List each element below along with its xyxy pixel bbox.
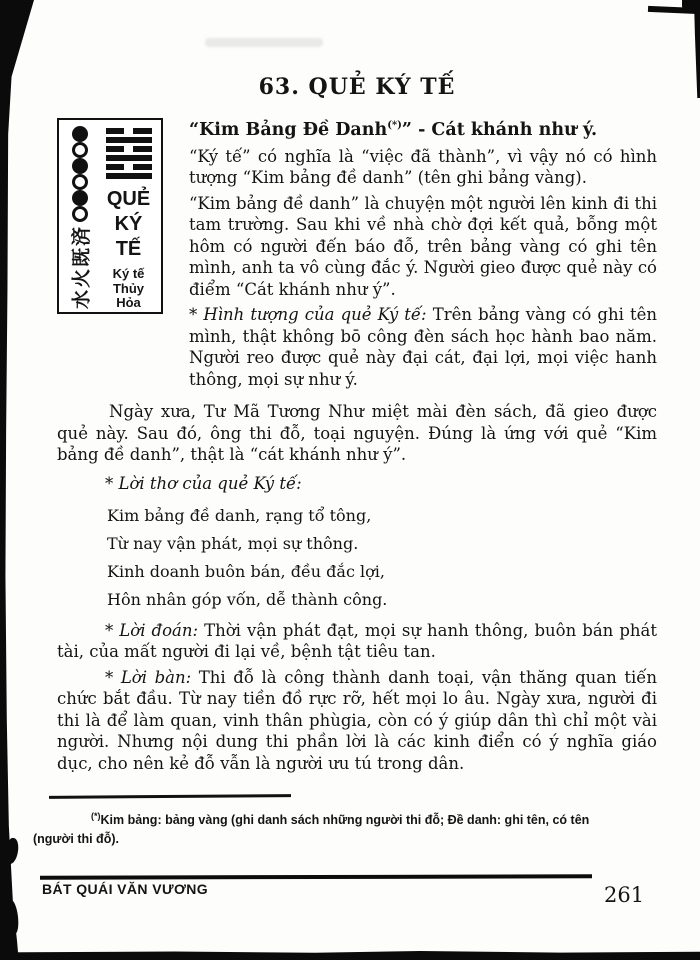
page-content [57, 74, 657, 778]
hexagram-line-segment [106, 173, 152, 179]
poem-line: Kinh doanh buôn bán, đều đắc lợi, [107, 561, 385, 581]
hexagram-line-solid [106, 173, 152, 179]
intro-text-column [189, 115, 657, 394]
paragraph [189, 304, 657, 390]
bleed-through-smudge [205, 38, 323, 47]
section-heading [189, 115, 657, 141]
hexagram-card [57, 118, 163, 314]
hexagram-line-segment [133, 128, 152, 134]
paragraph-lead-italic: * Lời đoán: [105, 620, 199, 640]
paragraph: “Kim bảng đề danh” là chuyện một người lên kinh đi thi tam trường. Sau khi về nhà chờ đợi kết quả, bỗng một hôm có người đến báo đỗ, trên bảng vàng có ghi tên mình, anh ta vô cùng đắc ý. Người gieo được quẻ này có điểm “Cát khánh như ý”. [189, 193, 657, 299]
book-title-running-footer: BÁT QUÁI VĂN VƯƠNG [42, 881, 209, 897]
main-text [57, 401, 657, 774]
yao-circle-empty [72, 206, 88, 222]
heading-text: “Kim Bảng Đề Danh [189, 119, 388, 140]
right-edge-scan-artifact [694, 0, 700, 98]
poem-line: Hôn nhân góp vốn, dễ thành công. [107, 589, 388, 609]
chinese-label-wrap [65, 222, 95, 308]
hexagram-line-segment [106, 155, 152, 161]
left-edge-scan-artifact [0, 0, 34, 960]
paragraph: Ngày xưa, Tư Mã Tương Như miệt mài đèn sách, đã gieo được quẻ này. Sau đó, ông thi đỗ, toại nguyện. Đúng là ứng với quẻ “Kim bảng đề danh”, thật là “cát khánh như ý”. [57, 402, 657, 465]
hexagram-name-line: TẾ [115, 238, 142, 260]
hexagram-line-segment [133, 164, 152, 170]
yao-circle-empty [72, 174, 88, 190]
hexagram-name-line: QUẺ [106, 188, 151, 210]
poem [57, 502, 657, 614]
paragraph-text: Trên bảng vàng có ghi tên mình, thật không bō công đèn sách học hành bao năm. Người reo được quẻ này đại cát, đại lợi, mọi việc hanh thông, mọi sự như ý. [189, 305, 657, 389]
footnote-marker: (*) [91, 811, 101, 821]
hexagram-line-solid [106, 137, 152, 143]
heading-text: ” - Cát khánh như ý. [401, 119, 598, 140]
poem-line: Kim bảng đề danh, rạng tổ tông, [107, 505, 372, 525]
hexagram-alias-line: Thủy [112, 280, 145, 296]
hexagram-line-broken [106, 146, 152, 152]
paragraph-text: Thời vận phát đạt, mọi sự hanh thông, buôn bán phát tài, của mất người đi lại về, bệnh tật tiêu tan. [57, 620, 657, 662]
hexagram-line-solid [106, 155, 152, 161]
hexagram-line-segment [106, 164, 125, 170]
chinese-hexagram-label: 水火既済 [70, 224, 93, 309]
paragraph [57, 620, 657, 663]
poem-title: * Lời thơ của quẻ Ký tế: [105, 473, 302, 493]
hexagram-line-segment [106, 146, 125, 152]
yao-circle-filled [72, 158, 88, 174]
page-number: 261 [604, 883, 645, 907]
footnote-rule [49, 794, 291, 799]
hexagram-circles [72, 126, 88, 222]
hexagram-line-broken [106, 128, 152, 134]
footnote-line: Kim bảng: bảng vàng (ghi danh sách những người thi đỗ; Đề danh: ghi tên, có tên [100, 813, 590, 828]
hexagram-line-segment [133, 146, 152, 152]
hexagram-alias [113, 267, 145, 311]
footnote-line: (người thi đỗ). [33, 832, 119, 847]
poem-line: Từ nay vận phát, mọi sự thông. [107, 533, 359, 553]
footnote [33, 795, 655, 849]
hexagram-line-segment [106, 137, 152, 143]
yao-circle-filled [72, 126, 88, 142]
hexagram-alias-line: Hỏa [116, 295, 141, 310]
hexagram-name-line: KÝ [114, 213, 143, 235]
footer-rule [40, 874, 592, 879]
yao-circle-empty [72, 142, 88, 158]
paragraph: “Ký tế” có nghĩa là “việc đã thành”, vì vậy nó có hình tượng “Kim bảng đề danh” (tên ghi bảng vàng). [189, 146, 657, 188]
top-right-ink-blob [682, 0, 698, 12]
top-section [57, 115, 657, 394]
page-title: 63. QUẺ KÝ TẾ [258, 74, 456, 100]
hexagram-card-left-column [65, 126, 95, 308]
hexagram-card-right-column [99, 126, 158, 308]
hexagram-alias-line: Ký tế [112, 266, 145, 281]
footnote-text [33, 807, 655, 849]
hexagram-line-broken [106, 164, 152, 170]
paragraph-lead-italic: * Lời bàn: [105, 667, 192, 687]
hexagram-line-segment [106, 128, 125, 134]
bottom-edge-scan-artifact [0, 951, 700, 960]
paragraph [57, 667, 657, 775]
hexagram-symbol [106, 128, 152, 182]
paragraph-text: Thi đỗ là công thành danh toại, vận thăng quan tiến chức bắt đầu. Từ nay tiền đồ rực rỡ, hết mọi lo âu. Ngày xưa, người đi thi là để làm quan, vinh thân phùgia, còn có ý giúp dân thì chỉ một vài người. Nhưng nội dung thi phần lời là các kinh điển có ý nghĩa giáo dục, cho nên kẻ đỗ vẫn là người ưu tú trong dân. [57, 667, 657, 773]
yao-circle-filled [72, 190, 88, 206]
paragraph-lead-italic: * Hình tượng của quẻ Ký tế: [189, 305, 427, 325]
footnote-marker: (*) [387, 120, 402, 131]
